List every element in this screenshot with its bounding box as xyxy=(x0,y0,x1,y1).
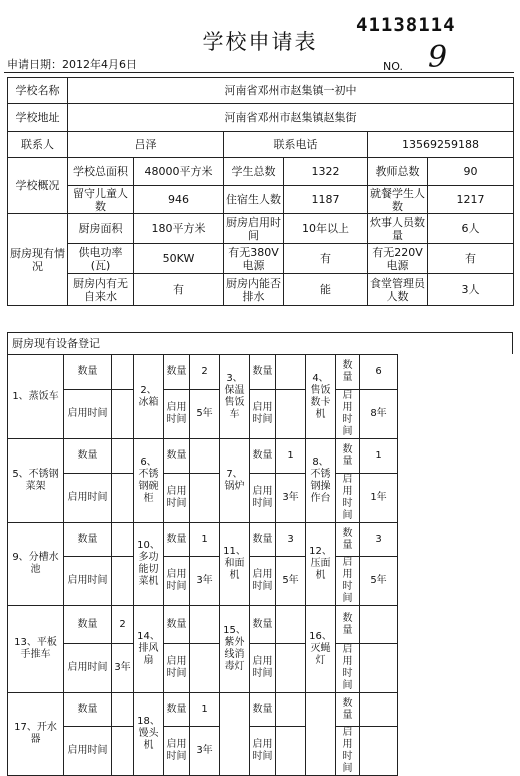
qty-label: 数量 xyxy=(64,693,112,727)
qty-label: 数量 xyxy=(164,439,190,474)
kitchen-years-label: 厨房启用时间 xyxy=(224,214,284,244)
phone-number: 13569259188 xyxy=(368,132,514,158)
kitchen-area: 180平方米 xyxy=(134,214,224,244)
equipment-name: 12、压面机 xyxy=(306,523,336,606)
qty-value: 1 xyxy=(360,439,398,474)
v220-label: 有无220V电源 xyxy=(368,244,428,274)
qty-value: 1 xyxy=(190,693,220,727)
date-label: 申请日期： xyxy=(7,58,62,71)
equipment-name: 8、不锈钢操作台 xyxy=(306,439,336,523)
qty-value xyxy=(276,355,306,390)
since-value: 5年 xyxy=(276,557,306,606)
school-address: 河南省邓州市赵集镇赵集街 xyxy=(68,104,514,132)
students-total: 1322 xyxy=(284,158,368,186)
equipment-name xyxy=(220,693,250,776)
qty-value xyxy=(276,693,306,727)
kitchen-area-label: 厨房面积 xyxy=(68,214,134,244)
qty-value xyxy=(360,606,398,644)
since-value xyxy=(276,644,306,693)
equipment-name: 1、蒸饭车 xyxy=(8,355,64,439)
kitchen-label: 厨房现有情况 xyxy=(8,214,68,306)
since-value xyxy=(112,474,134,523)
equipment-name: 16、灭蝇灯 xyxy=(306,606,336,693)
since-value xyxy=(112,727,134,776)
since-value: 3年 xyxy=(112,644,134,693)
equipment-name: 3、保温售饭车 xyxy=(220,355,250,439)
qty-value: 2 xyxy=(190,355,220,390)
since-label: 启用时间 xyxy=(250,390,276,439)
managers-count: 3人 xyxy=(428,274,514,306)
since-label: 启用时间 xyxy=(164,644,190,693)
header-divider xyxy=(4,72,514,73)
managers-label: 食堂管理员人数 xyxy=(368,274,428,306)
boarders-label: 住宿生人数 xyxy=(224,186,284,214)
since-value: 3年 xyxy=(276,474,306,523)
school-area-label: 学校总面积 xyxy=(68,158,134,186)
qty-label: 数量 xyxy=(164,523,190,557)
equipment-table xyxy=(7,354,514,776)
equipment-name: 6、不锈钢碗柜 xyxy=(134,439,164,523)
qty-label: 数量 xyxy=(64,606,112,644)
equipment-name: 7、锅炉 xyxy=(220,439,250,523)
v380-value: 有 xyxy=(284,244,368,274)
leftbehind-label: 留守儿童人数 xyxy=(68,186,134,214)
since-label: 启用时间 xyxy=(250,474,276,523)
teachers-total: 90 xyxy=(428,158,514,186)
since-value xyxy=(360,727,398,776)
students-label: 学生总数 xyxy=(224,158,284,186)
equipment-name: 17、开水器 xyxy=(8,693,64,776)
v380-label: 有无380V电源 xyxy=(224,244,284,274)
since-value xyxy=(112,390,134,439)
kitchen-years: 10年以上 xyxy=(284,214,368,244)
form-title: 学校申请表 xyxy=(202,30,318,54)
since-label: 启用时间 xyxy=(250,644,276,693)
qty-label: 数量 xyxy=(250,693,276,727)
cooks-count: 6人 xyxy=(428,214,514,244)
qty-label: 数量 xyxy=(64,439,112,474)
water-label: 厨房内有无自来水 xyxy=(68,274,134,306)
qty-label: 数量 xyxy=(64,523,112,557)
school-address-label: 学校地址 xyxy=(8,104,68,132)
v220-value: 有 xyxy=(428,244,514,274)
since-label: 启用时间 xyxy=(336,474,360,523)
qty-value xyxy=(190,606,220,644)
overview-label: 学校概况 xyxy=(8,158,68,214)
since-label: 启用时间 xyxy=(250,557,276,606)
equipment-name: 10、多功能切菜机 xyxy=(134,523,164,606)
equipment-name: 14、排风扇 xyxy=(134,606,164,693)
since-label: 启用时间 xyxy=(164,727,190,776)
since-label: 启用时间 xyxy=(336,644,360,693)
since-label: 启用时间 xyxy=(64,644,112,693)
phone-label: 联系电话 xyxy=(224,132,368,158)
qty-value xyxy=(112,439,134,474)
since-value xyxy=(112,557,134,606)
since-label: 启用时间 xyxy=(164,474,190,523)
equipment-name: 5、不锈钢菜架 xyxy=(8,439,64,523)
since-value: 3年 xyxy=(190,557,220,606)
diners-label: 就餐学生人数 xyxy=(368,186,428,214)
equipment-name: 18、馒头机 xyxy=(134,693,164,776)
equipment-name: 11、和面机 xyxy=(220,523,250,606)
since-label: 启用时间 xyxy=(64,474,112,523)
qty-label: 数量 xyxy=(64,355,112,390)
since-value xyxy=(190,644,220,693)
qty-value xyxy=(190,439,220,474)
qty-label: 数量 xyxy=(250,439,276,474)
equipment-name: 13、平板手推车 xyxy=(8,606,64,693)
qty-value: 3 xyxy=(276,523,306,557)
boarders-count: 1187 xyxy=(284,186,368,214)
since-value: 5年 xyxy=(190,390,220,439)
qty-label: 数量 xyxy=(164,606,190,644)
qty-value: 1 xyxy=(190,523,220,557)
since-label: 启用时间 xyxy=(164,557,190,606)
since-label: 启用时间 xyxy=(336,727,360,776)
leftbehind-count: 946 xyxy=(134,186,224,214)
since-label: 启用时间 xyxy=(64,727,112,776)
qty-value: 2 xyxy=(112,606,134,644)
equipment-name: 2、冰箱 xyxy=(134,355,164,439)
qty-label: 数量 xyxy=(336,439,360,474)
equipment-name: 15、紫外线消毒灯 xyxy=(220,606,250,693)
contact-name: 吕泽 xyxy=(68,132,224,158)
qty-value: 3 xyxy=(360,523,398,557)
since-label: 启用时间 xyxy=(336,390,360,439)
qty-value xyxy=(276,606,306,644)
qty-value: 1 xyxy=(276,439,306,474)
diners-count: 1217 xyxy=(428,186,514,214)
since-label: 启用时间 xyxy=(164,390,190,439)
no-label: NO. xyxy=(383,60,403,73)
qty-label: 数量 xyxy=(336,355,360,390)
qty-value xyxy=(112,523,134,557)
qty-label: 数量 xyxy=(164,355,190,390)
qty-value xyxy=(360,693,398,727)
power-label: 供电功率(瓦) xyxy=(68,244,134,274)
cooks-label: 炊事人员数量 xyxy=(368,214,428,244)
qty-label: 数量 xyxy=(336,606,360,644)
qty-label: 数量 xyxy=(336,693,360,727)
since-value xyxy=(190,474,220,523)
since-value: 1年 xyxy=(360,474,398,523)
power-value: 50KW xyxy=(134,244,224,274)
equipment-name xyxy=(306,693,336,776)
drain-label: 厨房内能否排水 xyxy=(224,274,284,306)
since-label: 启用时间 xyxy=(64,390,112,439)
drain-value: 能 xyxy=(284,274,368,306)
since-value: 5年 xyxy=(360,557,398,606)
school-area: 48000平方米 xyxy=(134,158,224,186)
qty-value: 6 xyxy=(360,355,398,390)
school-info-table xyxy=(7,77,514,306)
serial-number: 41138114 xyxy=(356,14,456,36)
equipment-name: 9、分槽水池 xyxy=(8,523,64,606)
no-value: 9 xyxy=(428,40,448,75)
water-value: 有 xyxy=(134,274,224,306)
equipment-section-header: 厨房现有设备登记 xyxy=(7,332,513,354)
since-label: 启用时间 xyxy=(336,557,360,606)
since-value: 8年 xyxy=(360,390,398,439)
since-value xyxy=(276,390,306,439)
school-name: 河南省邓州市赵集镇一初中 xyxy=(68,78,514,104)
application-date xyxy=(7,56,137,72)
date-value: 2012年4月6日 xyxy=(62,58,137,71)
qty-label: 数量 xyxy=(250,523,276,557)
teachers-label: 教师总数 xyxy=(368,158,428,186)
qty-label: 数量 xyxy=(164,693,190,727)
qty-value xyxy=(112,693,134,727)
qty-label: 数量 xyxy=(250,355,276,390)
equipment-name: 4、售饭数卡机 xyxy=(306,355,336,439)
since-label: 启用时间 xyxy=(250,727,276,776)
qty-label: 数量 xyxy=(250,606,276,644)
qty-value xyxy=(112,355,134,390)
since-value xyxy=(276,727,306,776)
qty-label: 数量 xyxy=(336,523,360,557)
since-value xyxy=(360,644,398,693)
since-value: 3年 xyxy=(190,727,220,776)
school-name-label: 学校名称 xyxy=(8,78,68,104)
since-label: 启用时间 xyxy=(64,557,112,606)
contact-label: 联系人 xyxy=(8,132,68,158)
